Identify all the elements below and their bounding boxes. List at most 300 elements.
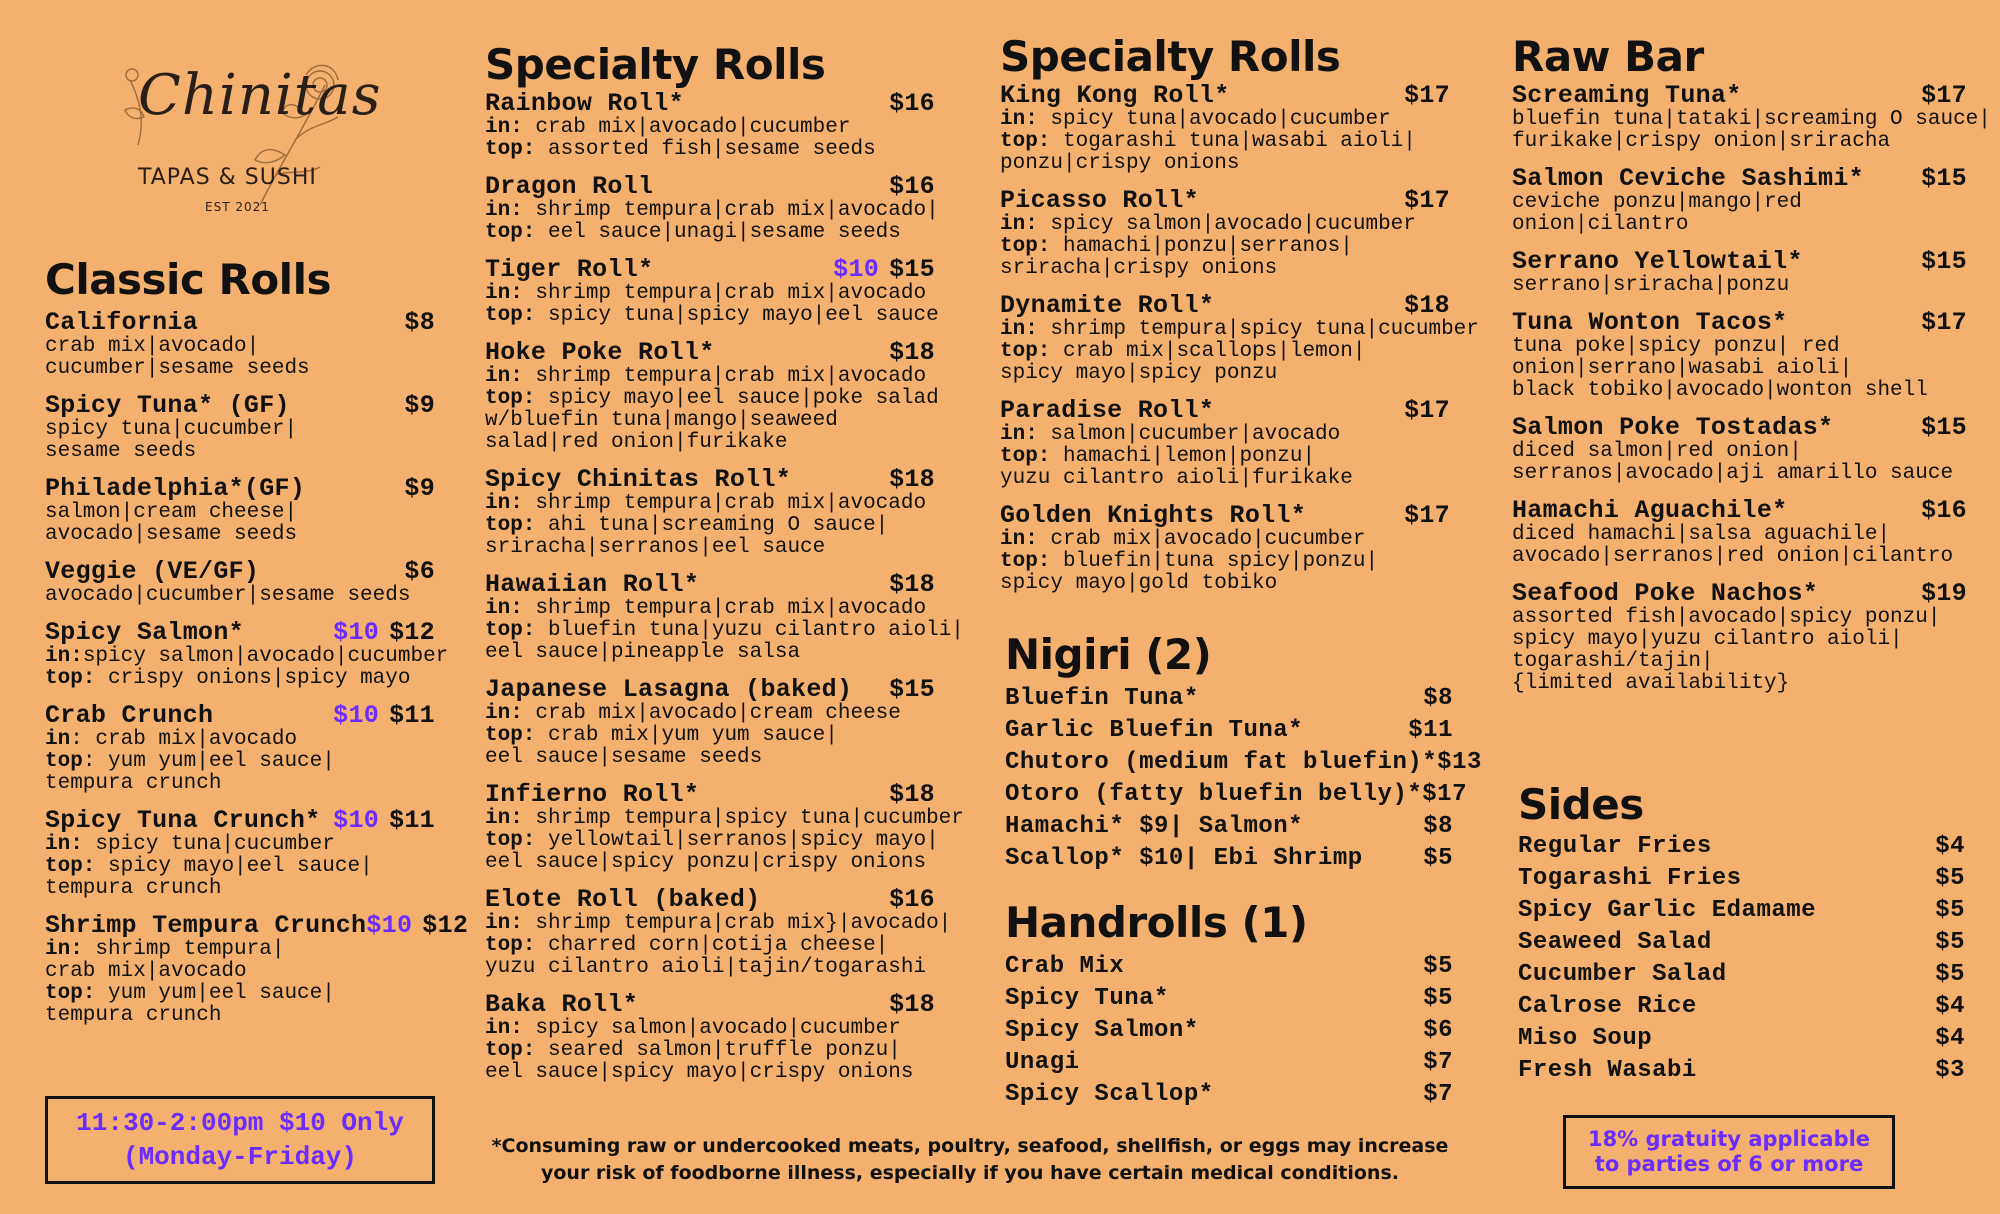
menu-row-price: $3 — [1935, 1057, 1965, 1084]
menu-row — [1518, 1055, 1965, 1087]
menu-item-description — [485, 304, 939, 327]
menu-row-name: Bluefin Tuna* — [1005, 685, 1199, 712]
gratuity-notice-box — [1563, 1115, 1895, 1189]
menu-item-description — [1000, 153, 1450, 175]
ingredient-text: shrimp tempura|crab mix|avocado| — [522, 199, 939, 222]
menu-item-description — [485, 703, 935, 725]
ingredient-text: crab mix|avocado|cream cheese — [522, 702, 901, 725]
menu-item — [1512, 81, 1991, 153]
menu-item-description — [45, 773, 435, 795]
menu-item-name: Screaming Tuna* — [1512, 81, 1742, 110]
menu-item-name: Hamachi Aguachile* — [1512, 496, 1788, 525]
ingredient-text: avocado|sesame seeds — [45, 523, 298, 546]
menu-item-description — [1512, 607, 1967, 629]
ingredient-tag: top: — [45, 982, 96, 1005]
menu-item-prices — [889, 887, 935, 913]
ingredient-text: crab mix|scallops|lemon| — [1050, 340, 1366, 363]
ingredient-text: spicy salmon|avocado|cucumber — [522, 1017, 901, 1040]
menu-item-header — [1512, 310, 1967, 336]
ingredient-tag: top: — [485, 934, 536, 957]
menu-item — [485, 677, 935, 769]
menu-item-description — [45, 729, 435, 751]
menu-row-price: $8 — [1423, 685, 1453, 712]
menu-item-name: Salmon Poke Tostadas* — [1512, 413, 1834, 442]
menu-row-name: Otoro (fatty bluefin belly)* — [1005, 781, 1423, 808]
menu-item-description — [1512, 441, 1967, 463]
section-title-handrolls: Handrolls (1) — [1005, 898, 1308, 947]
menu-item-header — [485, 91, 935, 117]
ingredient-text: tempura crunch — [45, 877, 222, 900]
menu-item-header — [485, 992, 935, 1018]
menu-item-description — [485, 747, 935, 769]
brand-established: EST 2021 — [205, 200, 270, 214]
menu-item-price: $12 — [389, 618, 435, 647]
menu-item-description — [1000, 109, 1450, 131]
menu-item-description — [45, 668, 435, 690]
handrolls-section — [1005, 898, 1453, 1111]
menu-item — [1000, 83, 1450, 175]
ingredient-tag: in: — [485, 807, 523, 830]
sides-list — [1518, 831, 1965, 1087]
lunch-price: $10 — [833, 255, 880, 284]
menu-item-description — [485, 387, 939, 410]
menu-item-description — [485, 957, 935, 979]
menu-item-description — [485, 1062, 935, 1084]
menu-item — [1512, 310, 1967, 402]
menu-item — [1512, 581, 1967, 695]
menu-item — [1000, 291, 1479, 385]
menu-item-description — [1000, 468, 1450, 490]
section-title-sides: Sides — [1518, 780, 1644, 829]
menu-item — [485, 467, 935, 559]
ingredient-text: : yum yum|eel sauce| — [82, 750, 335, 773]
menu-item — [485, 172, 939, 244]
raw-bar-list — [1512, 81, 1991, 695]
menu-item-price: $18 — [1404, 291, 1450, 320]
sides-section — [1518, 780, 1965, 1087]
lunch-days-text: (Monday-Friday) — [122, 1142, 358, 1172]
section-title-classic-rolls: Classic Rolls — [45, 255, 331, 304]
ingredient-tag: top: — [485, 387, 536, 410]
ingredient-text: ahi tuna|screaming O sauce| — [535, 514, 889, 537]
ingredient-text: spicy mayo|yuzu cilantro aioli| — [1512, 628, 1903, 651]
menu-item-header — [485, 677, 935, 703]
menu-item — [485, 91, 935, 161]
menu-item-description — [485, 829, 939, 852]
menu-item-price: $15 — [1921, 413, 1967, 442]
menu-item-description — [45, 751, 435, 773]
menu-item-prices — [889, 572, 935, 598]
menu-item — [1000, 188, 1450, 280]
menu-item-prices — [1404, 293, 1450, 319]
ingredient-tag: in: — [485, 912, 523, 935]
menu-item-prices — [1404, 83, 1450, 109]
menu-row-price: $5 — [1423, 985, 1453, 1012]
menu-item-description — [1000, 573, 1450, 595]
menu-item-header — [1512, 83, 1967, 109]
menu-item-description — [45, 961, 435, 983]
menu-item-name: Tiger Roll* — [485, 255, 654, 284]
menu-item-name: Salmon Ceviche Sashimi* — [1512, 164, 1864, 193]
ingredient-text: spicy mayo|gold tobiko — [1000, 572, 1278, 595]
ingredient-text: spicy mayo|spicy ponzu — [1000, 362, 1278, 385]
menu-item-price: $15 — [1921, 247, 1967, 276]
menu-row — [1518, 927, 1965, 959]
ingredient-text: togarashi tuna|wasabi aioli| — [1050, 130, 1416, 153]
menu-item-header — [45, 808, 435, 834]
menu-item-price: $11 — [389, 806, 435, 835]
ingredient-tag: in: — [485, 116, 523, 139]
nigiri-section — [1005, 630, 1482, 875]
ingredient-text: shrimp tempura| — [82, 938, 285, 961]
menu-item-header — [485, 572, 935, 598]
ingredient-text: hamachi|lemon|ponzu| — [1050, 445, 1316, 468]
ingredient-tag: in: — [485, 199, 523, 222]
menu-item-price: $18 — [889, 780, 935, 809]
menu-item-name: Elote Roll (baked) — [485, 885, 761, 914]
ingredient-tag: in: — [485, 492, 523, 515]
menu-item-description — [45, 419, 435, 441]
menu-item-description — [1512, 108, 1991, 131]
ingredient-tag: top: — [485, 221, 536, 244]
menu-item-prices — [404, 393, 435, 419]
menu-item-name: Hoke Poke Roll* — [485, 338, 715, 367]
ingredient-text: onion|cilantro — [1512, 213, 1689, 236]
menu-item-description — [485, 642, 935, 664]
menu-item — [45, 310, 435, 380]
ingredient-text: furikake|crispy onion|sriracha — [1512, 130, 1891, 153]
menu-item-description — [1000, 424, 1450, 446]
ingredient-text: shrimp tempura|crab mix}|avocado| — [522, 912, 952, 935]
logo — [110, 55, 382, 225]
menu-item-prices — [1404, 398, 1450, 424]
menu-item-prices — [1921, 310, 1967, 336]
menu-item-price: $17 — [1404, 501, 1450, 530]
section-title-raw-bar: Raw Bar — [1512, 32, 1704, 81]
ingredient-text: spicy tuna|cucumber| — [45, 418, 298, 441]
menu-item-name: Hawaiian Roll* — [485, 570, 700, 599]
ingredient-text: crab mix|avocado|cucumber — [522, 116, 851, 139]
menu-item-prices — [404, 310, 435, 336]
menu-item-description — [45, 1005, 435, 1027]
menu-row-name: Spicy Salmon* — [1005, 1017, 1199, 1044]
menu-row — [1005, 843, 1453, 875]
menu-row — [1005, 715, 1453, 747]
menu-item-name: Philadelphia*(GF) — [45, 474, 306, 503]
ingredient-tag: top: — [485, 514, 536, 537]
ingredient-text: ponzu|crispy onions — [1000, 152, 1240, 175]
menu-item-price: $15 — [889, 255, 935, 284]
menu-row-price: $6 — [1423, 1017, 1453, 1044]
ingredient-text: sriracha|crispy onions — [1000, 257, 1278, 280]
specialty-rolls-section-1 — [485, 40, 964, 1097]
menu-item-price: $17 — [1404, 81, 1450, 110]
menu-item-description — [1512, 214, 1967, 236]
ingredient-tag: in: — [45, 938, 83, 961]
menu-item-description — [485, 493, 935, 515]
ingredient-text: sesame seeds — [45, 440, 197, 463]
menu-row-name: Miso Soup — [1518, 1025, 1653, 1052]
ingredient-tag: in: — [1000, 318, 1038, 341]
menu-item-description — [1512, 651, 1967, 673]
menu-row-price: $5 — [1423, 953, 1453, 980]
ingredient-text: serrano|sriracha|ponzu — [1512, 274, 1790, 297]
menu-row-price: $5 — [1935, 865, 1965, 892]
menu-item-price: $17 — [1921, 308, 1967, 337]
raw-bar-section — [1512, 32, 1991, 708]
ingredient-text: crab mix|yum yum sauce| — [535, 724, 838, 747]
menu-item-price: $15 — [1921, 164, 1967, 193]
ingredient-tag: in: — [1000, 213, 1038, 236]
ingredient-text: crab mix|avocado| — [45, 335, 260, 358]
ingredient-text: sriracha|serranos|eel sauce — [485, 536, 826, 559]
menu-item-description — [45, 983, 435, 1005]
specialty-rolls-list-2 — [1000, 81, 1479, 595]
menu-item-description — [1000, 529, 1450, 551]
ingredient-tag: top: — [485, 619, 536, 642]
ingredient-text: crab mix|avocado|cucumber — [1037, 528, 1366, 551]
menu-item-name: Paradise Roll* — [1000, 396, 1215, 425]
menu-item — [45, 808, 435, 900]
ingredient-text: charred corn|cotija cheese| — [535, 934, 889, 957]
menu-row-name: Hamachi* $9| Salmon* — [1005, 813, 1304, 840]
menu-row-name: Cucumber Salad — [1518, 961, 1727, 988]
ingredient-tag: top: — [1000, 130, 1051, 153]
ingredient-text: tuna poke|spicy ponzu| red — [1512, 335, 1840, 358]
specialty-rolls-list-1 — [485, 89, 964, 1084]
menu-item-description — [45, 524, 435, 546]
section-title-specialty-rolls-2: Specialty Rolls — [1000, 32, 1341, 81]
menu-item — [485, 780, 964, 874]
menu-row-name: Garlic Bluefin Tuna* — [1005, 717, 1304, 744]
classic-rolls-list — [45, 308, 469, 1027]
ingredient-tag: in: — [1000, 108, 1038, 131]
gratuity-line-1: 18% gratuity applicable — [1587, 1127, 1871, 1151]
ingredient-text: assorted fish|sesame seeds — [535, 138, 876, 161]
menu-item-prices — [833, 257, 935, 283]
menu-item — [1000, 398, 1450, 490]
menu-item — [485, 338, 939, 454]
classic-rolls-section — [45, 255, 469, 1040]
ingredient-text: yellowtail|serranos|spicy mayo| — [535, 829, 939, 852]
menu-item-description — [1000, 214, 1450, 236]
menu-item-prices — [889, 340, 935, 366]
notice-line-1: *Consuming raw or undercooked meats, poultry, seafood, shellfish, or eggs may increase — [491, 1135, 1449, 1157]
ingredient-text: : crab mix|avocado — [70, 728, 298, 751]
menu-item-header — [485, 174, 935, 200]
menu-row-name: Fresh Wasabi — [1518, 1057, 1697, 1084]
menu-item-price: $16 — [889, 172, 935, 201]
menu-row — [1518, 895, 1965, 927]
menu-item-prices — [333, 808, 435, 834]
ingredient-text: eel sauce|spicy mayo|crispy onions — [485, 1061, 914, 1084]
menu-item-name: Infierno Roll* — [485, 780, 700, 809]
menu-item-description — [485, 199, 939, 222]
menu-item-price: $15 — [889, 675, 935, 704]
menu-item-description — [45, 878, 435, 900]
menu-item — [45, 911, 469, 1027]
ingredient-text: ceviche ponzu|mango|red — [1512, 191, 1802, 214]
menu-item-prices — [404, 476, 435, 502]
menu-row-name: Spicy Garlic Edamame — [1518, 897, 1817, 924]
ingredient-tag: top: — [485, 829, 536, 852]
menu-row-price: $7 — [1423, 1081, 1453, 1108]
ingredient-tag: top: — [1000, 235, 1051, 258]
menu-item-description — [45, 939, 435, 961]
brand-name: Chinitas — [138, 63, 382, 128]
menu-item — [1000, 503, 1450, 595]
ingredient-text: togarashi/tajin| — [1512, 650, 1714, 673]
nigiri-list — [1005, 683, 1482, 875]
menu-row — [1005, 779, 1467, 811]
ingredient-text: assorted fish|avocado|spicy ponzu| — [1512, 606, 1941, 629]
ingredient-tag: top: — [485, 1039, 536, 1062]
menu-item-description — [485, 725, 935, 747]
menu-item-price: $17 — [1404, 186, 1450, 215]
menu-row-price: $5 — [1935, 897, 1965, 924]
menu-item-description — [485, 807, 964, 830]
menu-item-price: $9 — [404, 391, 435, 420]
menu-row-price: $4 — [1935, 1025, 1965, 1052]
menu-item-prices — [1921, 83, 1967, 109]
menu-item-description — [485, 537, 935, 559]
menu-row — [1518, 863, 1965, 895]
ingredient-text: tempura crunch — [45, 772, 222, 795]
menu-row — [1518, 1023, 1965, 1055]
menu-row-price: $5 — [1935, 961, 1965, 988]
menu-item-name: Rainbow Roll* — [485, 89, 684, 118]
ingredient-text: avocado|cucumber|sesame seeds — [45, 584, 411, 607]
ingredient-text: bluefin tuna|tataki|screaming O sauce| — [1512, 108, 1991, 131]
food-safety-notice — [490, 1133, 1450, 1187]
menu-item — [1512, 415, 1967, 485]
lunch-price: $10 — [333, 618, 380, 647]
menu-item-prices — [889, 174, 935, 200]
menu-item-name: Picasso Roll* — [1000, 186, 1199, 215]
menu-item-name: Baka Roll* — [485, 990, 639, 1019]
menu-item-name: Shrimp Tempura Crunch — [45, 911, 367, 940]
menu-row — [1518, 831, 1965, 863]
menu-item-price: $18 — [889, 465, 935, 494]
menu-item-description — [485, 935, 935, 957]
menu-item-header — [1000, 503, 1450, 529]
lunch-price: $10 — [333, 701, 380, 730]
menu-item-prices — [366, 913, 468, 939]
ingredient-tag: top: — [1000, 550, 1051, 573]
menu-row-price: $4 — [1935, 993, 1965, 1020]
specialty-rolls-section-2 — [1000, 32, 1479, 608]
menu-row-price: $4 — [1935, 833, 1965, 860]
menu-item — [45, 393, 435, 463]
menu-item-description — [1512, 629, 1967, 651]
ingredient-text: eel sauce|unagi|sesame seeds — [535, 221, 901, 244]
menu-item-header — [485, 467, 935, 493]
menu-item-prices — [404, 559, 435, 585]
ingredient-tag: top: — [1000, 340, 1051, 363]
menu-item-description — [485, 598, 935, 620]
ingredient-text: salmon|cucumber|avocado — [1037, 423, 1341, 446]
menu-item-header — [1000, 188, 1450, 214]
ingredient-text: salad|red onion|furikake — [485, 431, 788, 454]
section-title-specialty-rolls-1: Specialty Rolls — [485, 40, 826, 89]
menu-item-description — [1512, 192, 1967, 214]
menu-item-description — [1000, 236, 1450, 258]
menu-row-price: $11 — [1408, 717, 1453, 744]
menu-item-price: $16 — [889, 885, 935, 914]
ingredient-text: shrimp tempura|spicy tuna|cucumber — [522, 807, 964, 830]
lunch-price: $10 — [333, 806, 380, 835]
menu-row-name: Seaweed Salad — [1518, 929, 1712, 956]
menu-row-price: $5 — [1935, 929, 1965, 956]
ingredient-text: diced salmon|red onion| — [1512, 440, 1802, 463]
menu-item-prices — [1921, 415, 1967, 441]
menu-item-description — [45, 502, 435, 524]
ingredient-text: yuzu cilantro aioli|furikake — [1000, 467, 1353, 490]
ingredient-text: tempura crunch — [45, 1004, 222, 1027]
menu-row — [1005, 1015, 1453, 1047]
ingredient-text: shrimp tempura|crab mix|avocado — [522, 597, 927, 620]
menu-item-price: $6 — [404, 557, 435, 586]
ingredient-text: shrimp tempura|crab mix|avocado — [522, 282, 927, 305]
menu-item-name: Tuna Wonton Tacos* — [1512, 308, 1788, 337]
menu-item-name: Dynamite Roll* — [1000, 291, 1215, 320]
ingredient-text: crispy onions|spicy mayo — [95, 667, 411, 690]
menu-item-description — [1512, 524, 1967, 546]
menu-item-description — [1000, 363, 1450, 385]
menu-row-name: Spicy Tuna* — [1005, 985, 1169, 1012]
ingredient-text: yuzu cilantro aioli|tajin/togarashi — [485, 956, 927, 979]
menu-item-description — [485, 852, 935, 874]
ingredient-text: spicy mayo|eel sauce|poke salad — [535, 387, 939, 410]
menu-item-description — [1512, 131, 1967, 153]
menu-item-header — [45, 703, 435, 729]
menu-item-prices — [1921, 498, 1967, 524]
menu-row-name: Spicy Scallop* — [1005, 1081, 1214, 1108]
menu-row — [1005, 811, 1453, 843]
menu-item-description — [485, 912, 952, 935]
menu-row-price: $17 — [1422, 781, 1467, 808]
menu-item — [485, 992, 935, 1084]
handrolls-list — [1005, 951, 1453, 1111]
menu-item-header — [45, 559, 435, 585]
menu-row-price: $8 — [1423, 813, 1453, 840]
ingredient-tag: in: — [485, 1017, 523, 1040]
menu-item-description — [1000, 258, 1450, 280]
ingredient-text: bluefin|tuna spicy|ponzu| — [1050, 550, 1379, 573]
menu-item-price: $8 — [404, 308, 435, 337]
menu-item-price: $18 — [889, 338, 935, 367]
menu-item-header — [1000, 83, 1450, 109]
menu-item-description — [485, 432, 935, 454]
menu-row-name: Calrose Rice — [1518, 993, 1697, 1020]
menu-item-name: Veggie (VE/GF) — [45, 557, 260, 586]
menu-item — [1512, 249, 1967, 297]
ingredient-text: spicy salmon|avocado|cucumber — [1037, 213, 1416, 236]
menu-item-description — [485, 515, 935, 537]
menu-item-description — [45, 358, 435, 380]
menu-item — [485, 570, 964, 664]
menu-item-description — [1000, 318, 1479, 341]
menu-item — [45, 476, 435, 546]
ingredient-text: {limited availability} — [1512, 672, 1790, 695]
menu-item-description — [1512, 380, 1967, 402]
menu-item-name: Golden Knights Roll* — [1000, 501, 1307, 530]
ingredient-text: shrimp tempura|crab mix|avocado — [522, 365, 927, 388]
menu-row — [1518, 991, 1965, 1023]
menu-row-price: $13 — [1437, 749, 1482, 776]
menu-item-name: Seafood Poke Nachos* — [1512, 579, 1819, 608]
menu-item-description — [485, 117, 935, 139]
